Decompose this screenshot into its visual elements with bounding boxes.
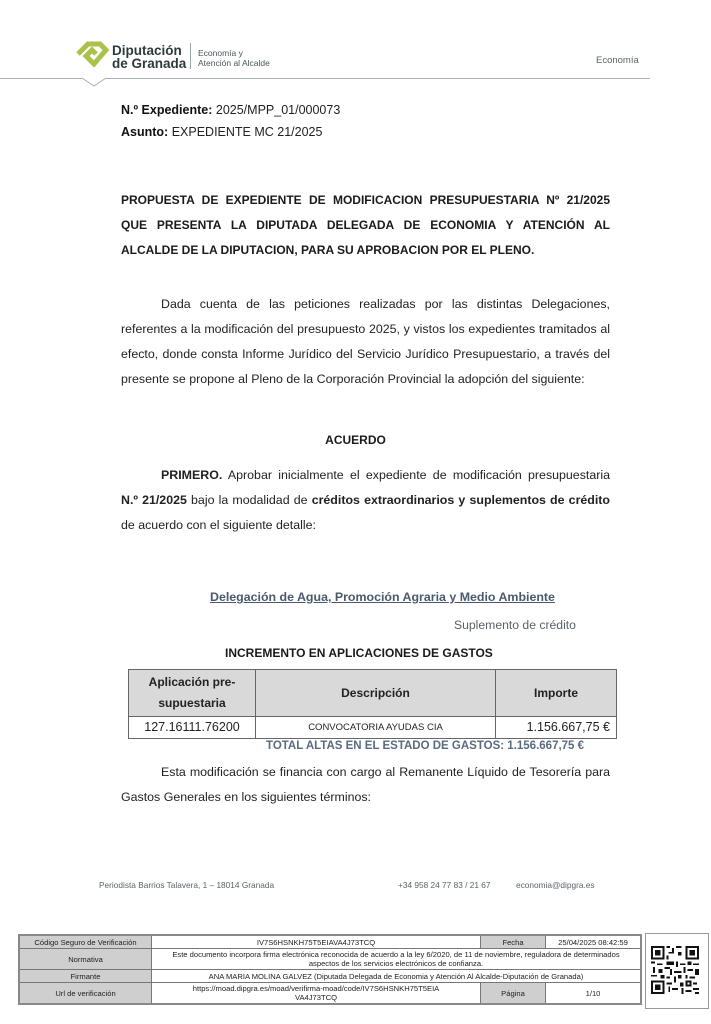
modalidad-label: Suplemento de crédito bbox=[454, 618, 576, 632]
normativa-value: Este documento incorpora firma electrónica reconocida de acuerdo a la ley 6/2020, de 11 de noviembre, reguladora de determinados aspectos de los servicios electrónicos de confianza. bbox=[152, 949, 642, 970]
intro-paragraph bbox=[121, 292, 610, 392]
csv-value: IV7S6HSNKH75T5EIAVA4J73TCQ bbox=[152, 935, 481, 949]
url-label: Url de verificación bbox=[19, 983, 152, 1005]
intro-text: Dada cuenta de las peticiones realizadas por las distintas Delegaciones, referentes a la modificación del presupuesto 2025, y vistos los expedientes tramitados al efecto, donde consta Informe Jurídico del Servicio Jurídico Presupuestario, a través del presente se propone al Pleno de la Corporación Provincial la adopción del siguiente: bbox=[121, 297, 610, 386]
department-line-2: Atención al Alcalde bbox=[198, 58, 270, 68]
cell-descripcion: CONVOCATORIA AYUDAS CIA bbox=[256, 717, 496, 739]
footer-email[interactable]: economia@dipgra.es bbox=[516, 880, 595, 890]
delegacion-heading: Delegación de Agua, Promoción Agraria y Medio Ambiente bbox=[210, 590, 555, 604]
pagina-value: 1/10 bbox=[546, 983, 642, 1005]
firmante-label: Firmante bbox=[19, 970, 152, 983]
primero-paragraph bbox=[121, 463, 610, 538]
brand-separator bbox=[190, 43, 191, 69]
primero-modalidad: créditos extraordinarios y suplementos de crédito bbox=[311, 493, 610, 507]
header-section-label: Economía bbox=[596, 55, 639, 66]
primero-text-3: de acuerdo con el siguiente detalle: bbox=[121, 518, 316, 532]
cell-aplicacion: 127.16111.76200 bbox=[129, 717, 256, 739]
gastos-table bbox=[128, 669, 617, 739]
table-row bbox=[129, 717, 617, 739]
table-title: INCREMENTO EN APLICACIONES DE GASTOS bbox=[225, 646, 493, 660]
header-aplicacion: Aplicación pre-supuestaria bbox=[129, 670, 256, 717]
total-altas: TOTAL ALTAS EN EL ESTADO DE GASTOS: 1.156.667,75 € bbox=[266, 740, 585, 752]
asunto-value: EXPEDIENTE MC 21/2025 bbox=[171, 125, 323, 139]
document-title bbox=[121, 188, 610, 263]
title-line-3: ALCALDE DE LA DIPUTACION, PARA SU APROBACION POR EL PLENO. bbox=[121, 243, 535, 257]
brand-line-1: Diputación bbox=[112, 43, 182, 58]
primero-expediente: N.º 21/2025 bbox=[121, 493, 187, 507]
qr-code-icon[interactable] bbox=[651, 940, 699, 1000]
primero-label: PRIMERO. bbox=[161, 468, 223, 482]
expediente-value: 2025/MPP_01/000073 bbox=[215, 103, 341, 117]
fecha-value: 25/04/2025 08:42:59 bbox=[546, 935, 642, 949]
acuerdo-heading: ACUERDO bbox=[325, 433, 386, 447]
header-notch-icon bbox=[82, 77, 106, 87]
normativa-label: Normativa bbox=[19, 949, 152, 970]
brand-line-2: de Granada bbox=[112, 56, 187, 71]
financia-paragraph bbox=[121, 760, 610, 810]
primero-text-2: bajo la modalidad de bbox=[186, 493, 312, 507]
signature-verification-table bbox=[18, 934, 642, 1005]
footer-phone: +34 958 24 77 83 / 21 67 bbox=[398, 880, 491, 890]
department-name bbox=[198, 48, 270, 68]
header-importe: Importe bbox=[496, 670, 617, 717]
expediente-line bbox=[121, 103, 340, 117]
footer-address: Periodista Barrios Talavera, 1 – 18014 Granada bbox=[99, 880, 275, 890]
financia-text: Esta modificación se financia con cargo al Remanente Líquido de Tesorería para Gastos Generales en los siguientes términos: bbox=[121, 765, 610, 804]
expediente-label: N.º Expediente: bbox=[121, 103, 213, 117]
firmante-value: ANA MARIA MOLINA GALVEZ (Diputada Delegada de Economia y Atención Al Alcalde-Diputación de Granada) bbox=[152, 970, 642, 983]
primero-text-1: Aprobar inicialmente el expediente de modificación presupuestaria bbox=[222, 468, 610, 482]
brand-name bbox=[112, 44, 186, 70]
pagina-label: Página bbox=[481, 983, 546, 1005]
csv-label: Código Seguro de Verificación bbox=[19, 935, 152, 949]
asunto-line bbox=[121, 125, 322, 139]
title-line-2: QUE PRESENTA LA DIPUTADA DELEGADA DE ECONOMIA Y ATENCIÓN AL bbox=[121, 218, 610, 232]
asunto-label: Asunto: bbox=[121, 125, 169, 139]
department-line-1: Economía y bbox=[198, 48, 243, 58]
diputacion-logo-icon bbox=[74, 38, 110, 70]
header-descripcion: Descripción bbox=[256, 670, 496, 717]
fecha-label: Fecha bbox=[481, 935, 546, 949]
title-line-1: PROPUESTA DE EXPEDIENTE DE MODIFICACION PRESUPUESTARIA Nº 21/2025 bbox=[121, 193, 610, 207]
cell-importe: 1.156.667,75 € bbox=[496, 717, 617, 739]
url-value[interactable]: https://moad.dipgra.es/moad/verifirma-moad/code/IV7S6HSNKH75T5EIAVA4J73TCQ bbox=[152, 983, 481, 1005]
